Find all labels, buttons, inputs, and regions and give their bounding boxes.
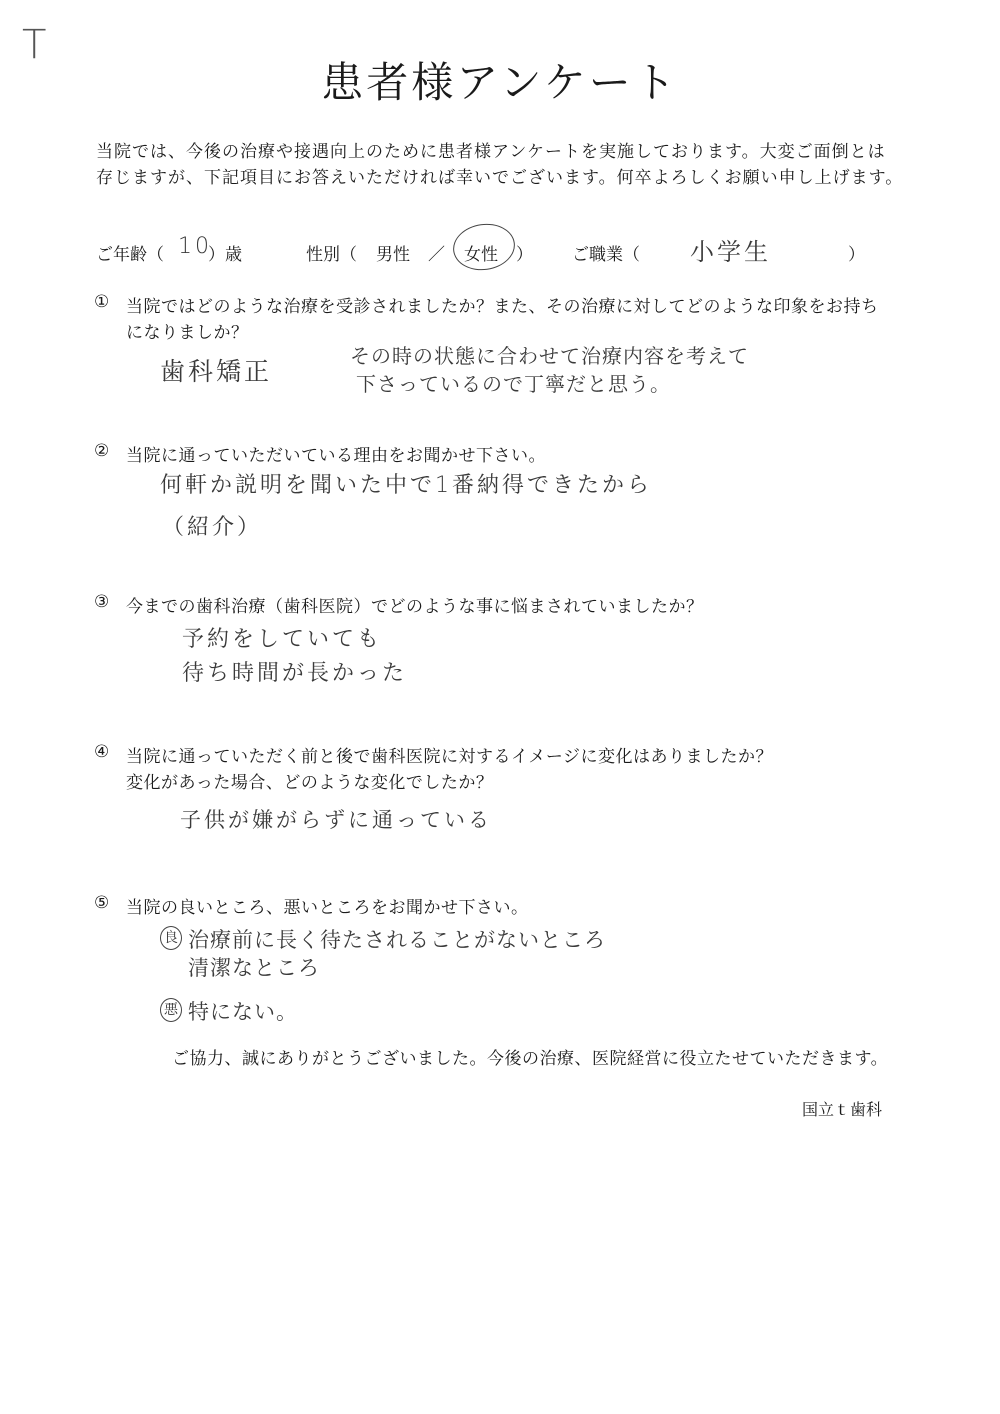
page-title: 患者様アンケート <box>321 58 679 107</box>
question-number: ④ <box>94 742 110 762</box>
age-value: 10 <box>178 234 212 259</box>
corner-mark: T <box>22 22 47 68</box>
handwritten-answer: その時の状態に合わせて治療内容を考えて <box>350 344 749 368</box>
clinic-name: 国立ｔ歯科 <box>802 1100 883 1119</box>
female-selected-circle <box>450 220 518 274</box>
gender-male: 男性 <box>376 245 410 265</box>
job-close: ） <box>848 245 865 265</box>
handwritten-answer: 予約をしていても <box>182 627 383 652</box>
question-text: 当院ではどのような治療を受診されましたか？また、その治療に対してどのような印象をお持ち <box>126 297 879 317</box>
gender-close: ） <box>516 245 533 265</box>
gender-label: 性別（ <box>306 245 357 265</box>
job-value: 小学生 <box>690 238 771 266</box>
handwritten-answer: 特にない。 <box>188 1000 298 1024</box>
age-suffix: ）歳 <box>208 245 242 265</box>
gender-slash: ／ <box>428 245 445 265</box>
handwritten-answer: （紹介） <box>162 515 263 540</box>
handwritten-answer: 歯科矯正 <box>160 357 273 386</box>
handwritten-answer: 子供が嫌がらずに通っている <box>180 808 492 832</box>
intro-line-2: 存じますが、下記項目にお答えいただければ幸いでございます。何卒よろしくお願い申し上げます。 <box>96 168 904 188</box>
question-text: 当院の良いところ、悪いところをお聞かせ下さい。 <box>126 898 529 918</box>
question-number: ① <box>94 292 110 312</box>
good-mark: 良 <box>160 926 182 950</box>
handwritten-answer: 下さっているので丁寧だと思う。 <box>356 372 671 396</box>
question-text: 変化があった場合、どのような変化でしたか？ <box>126 773 494 793</box>
handwritten-answer: 清潔なところ <box>188 956 320 980</box>
handwritten-answer: 治療前に長く待たされることがないところ <box>188 928 606 952</box>
question-number: ⑤ <box>94 893 110 913</box>
question-number: ② <box>94 441 110 461</box>
question-text: 当院に通っていただいている理由をお聞かせ下さい。 <box>126 446 546 466</box>
question-text: 今までの歯科治療（歯科医院）でどのような事に悩まされていましたか？ <box>126 597 704 617</box>
gender-female: 女性 <box>464 245 498 265</box>
thanks-footer: ご協力、誠にありがとうございました。今後の治療、医院経営に役立たせていただきます。 <box>172 1049 889 1069</box>
age-label: ご年齢（ <box>96 245 164 265</box>
question-text: 当院に通っていただく前と後で歯科医院に対するイメージに変化はありましたか？ <box>126 747 773 767</box>
handwritten-answer: 待ち時間が長かった <box>182 661 408 686</box>
question-text: になりましか？ <box>126 323 249 343</box>
job-label: ご職業（ <box>572 245 640 265</box>
question-number: ③ <box>94 592 110 612</box>
handwritten-answer: 何軒か説明を聞いた中で1番納得できたから <box>160 473 652 498</box>
intro-line-1: 当院では、今後の治療や接遇向上のために患者様アンケートを実施しております。大変ご面倒とは <box>96 142 886 162</box>
bad-mark: 悪 <box>160 998 182 1022</box>
